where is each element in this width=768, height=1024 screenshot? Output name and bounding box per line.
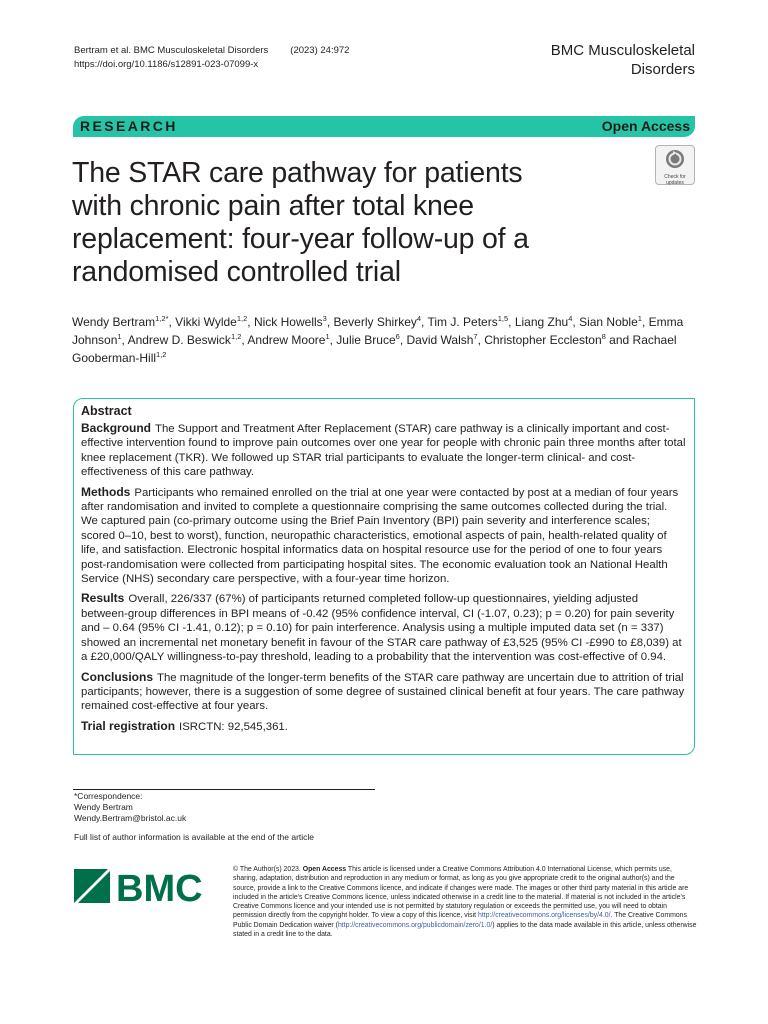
author-affiliation: 7 bbox=[473, 332, 478, 341]
author-list bbox=[72, 313, 702, 367]
author-separator: , bbox=[168, 315, 176, 329]
author-affiliation: 1,2 bbox=[236, 314, 248, 323]
license-open-access: Open Access bbox=[302, 866, 347, 873]
author-separator: , bbox=[399, 333, 407, 347]
section-text: ISRCTN: 92,545,361. bbox=[179, 720, 288, 733]
author-name[interactable] bbox=[247, 333, 329, 347]
abstract-trial-registration bbox=[81, 719, 687, 734]
author-name-text: Nick Howells bbox=[253, 315, 323, 329]
author-affiliation: 1,5 bbox=[497, 314, 509, 323]
author-name[interactable] bbox=[254, 315, 327, 329]
author-info-note: Full list of author information is available at the end of the article bbox=[74, 832, 315, 842]
section-heading: Trial registration bbox=[81, 718, 176, 733]
author-affiliation: 1,2* bbox=[155, 314, 169, 323]
abstract bbox=[81, 403, 687, 739]
author-separator: , bbox=[421, 315, 428, 329]
license-link-cc0[interactable]: http://creativecommons.org/publicdomain/zero/1.0/ bbox=[337, 921, 493, 929]
author-separator: , bbox=[121, 333, 128, 347]
author-name-text: Sian Noble bbox=[579, 315, 638, 329]
author-affiliation: 4 bbox=[568, 314, 573, 323]
check-updates-label bbox=[656, 175, 694, 186]
section-text: The magnitude of the longer-term benefits of the STAR care pathway are uncertain due to attrition of trial participants; however, there is a suggestion of some degree of sustained clinical benefit at four years. The care pathway remained cost-effective at four years. bbox=[81, 671, 685, 713]
license-copyright: © The Author(s) 2023. bbox=[233, 866, 301, 873]
correspondence-name: Wendy Bertram bbox=[74, 802, 133, 812]
open-access-label: Open Access bbox=[601, 118, 690, 134]
citation-volume: (2023) 24:972 bbox=[290, 45, 350, 56]
author-affiliation: 8 bbox=[601, 332, 606, 341]
author-separator: and bbox=[605, 333, 633, 347]
doi-link[interactable]: https://doi.org/10.1186/s12891-023-07099-x bbox=[74, 59, 259, 70]
author-name-text: Emma Johnson bbox=[72, 315, 684, 347]
author-name-text: Tim J. Peters bbox=[427, 315, 498, 329]
author-affiliation: 6 bbox=[395, 332, 400, 341]
author-name[interactable] bbox=[515, 315, 573, 329]
bmc-wordmark: BMC bbox=[116, 868, 203, 905]
author-affiliation: 3 bbox=[322, 314, 327, 323]
author-name[interactable] bbox=[484, 333, 606, 347]
abstract-conclusions bbox=[81, 670, 687, 714]
author-name[interactable] bbox=[72, 315, 169, 329]
section-heading: Conclusions bbox=[81, 669, 154, 684]
abstract-results bbox=[81, 591, 687, 664]
check-updates-icon bbox=[665, 149, 685, 169]
author-affiliation: 1,2 bbox=[156, 350, 167, 359]
section-heading: Methods bbox=[81, 484, 131, 499]
citation-authors: Bertram et al. BMC Musculoskeletal Disorders bbox=[74, 45, 269, 56]
journal-name bbox=[551, 41, 695, 79]
author-separator: , bbox=[572, 315, 580, 329]
license-body: This article is licensed under a Creative Commons Attribution 4.0 International License, which permits use, sharing, adaptation, distribution and reproduction in any medium or format, as long as you give appropriate credit to the original author(s) and the source, provide a link to the Creative Commons licence, and indicate if changes were made. The images or other third party material in this article are included in the article's Creative Commons licence, unless indicated otherwise in a credit line to the material. If material is not included in the article's Creative Commons licence and your intended use is not permitted by statutory regulation or exceeds the permitted use, you will need to obtain permission directly from the copyright holder. To view a copy of this licence, visit bbox=[233, 866, 689, 920]
author-affiliation: 1 bbox=[325, 332, 330, 341]
author-affiliation: 1,2 bbox=[230, 332, 242, 341]
section-heading: Background bbox=[81, 421, 152, 435]
license-text bbox=[233, 865, 697, 939]
author-name[interactable] bbox=[175, 315, 247, 329]
license-body-3: ) applies to the data made available in this article, unless otherwise stated in a credit line to the data. bbox=[233, 921, 697, 939]
author-affiliation: 4 bbox=[416, 314, 422, 323]
author-separator: , bbox=[508, 315, 515, 329]
author-name-text: Vikki Wylde bbox=[175, 315, 237, 329]
author-name[interactable] bbox=[579, 315, 642, 329]
author-name-text: David Walsh bbox=[406, 333, 474, 347]
section-text: Overall, 226/337 (67%) of participants returned completed follow-up questionnaires, yielding adjusted between-group differences in BPI means of -0.42 (95% confidence interval, CI (-1.07, 0.23); p = 0.20) for pain severity and – 0.64 (95% CI -1.41, 0.12); p = 0.10) for pain interference. Analysis using a multiple imputed data set (n = 337) showed an incremental net monetary benefit in favour of the STAR care pathway of £3,525 (95% CI -£990 to £8,039) at a £20,000/QALY willingness-to-pay threshold, leading to a probability that the intervention was cost-effective of 0.94. bbox=[81, 593, 682, 664]
article-title: The STAR care pathway for patients with chronic pain after total knee replacement: four-year follow-up of a randomised controlled trial bbox=[72, 157, 529, 288]
section-heading: Results bbox=[81, 591, 125, 606]
author-name[interactable] bbox=[334, 315, 422, 329]
check-updates-line1: Check for bbox=[664, 174, 686, 180]
correspondence bbox=[74, 791, 186, 824]
section-text: Participants who remained enrolled on the trial at one year were contacted by post at a median of four years after randomisation and invited to complete a questionnaire comprising the same outcomes collected during the trial. We captured pain (co-primary outcome using the Brief Pain Inventory (BPI) pain severity and interference scales; scored 0–10, best to worst), function, neuropathic characteristics, emotional aspects of pain, health-related quality of life, and satisfaction. Electronic hospital informatics data on hospital resource use for the period of one to four years post-randomisation were collected from participating hospital sites. The economic evaluation took an National Health Service (NHS) secondary care perspective, with a four-year time horizon. bbox=[81, 486, 679, 586]
author-affiliation: 1 bbox=[637, 314, 642, 323]
author-name-text: Liang Zhu bbox=[514, 315, 569, 329]
abstract-heading: Abstract bbox=[81, 404, 132, 418]
author-name[interactable] bbox=[428, 315, 509, 329]
author-separator: , bbox=[241, 333, 248, 347]
author-name-text: Wendy Bertram bbox=[72, 315, 156, 329]
footnote-rule bbox=[73, 789, 375, 790]
author-separator: , bbox=[641, 315, 649, 329]
citation-header bbox=[74, 44, 349, 72]
bmc-logo-icon bbox=[74, 867, 214, 905]
journal-name-line1: BMC Musculoskeletal bbox=[550, 42, 695, 59]
author-name-text: Andrew D. Beswick bbox=[127, 333, 231, 347]
author-name-text: Julie Bruce bbox=[336, 333, 396, 347]
author-name[interactable] bbox=[407, 333, 478, 347]
check-for-updates-badge[interactable] bbox=[655, 145, 695, 185]
author-separator: , bbox=[247, 315, 254, 329]
author-affiliation: 1 bbox=[117, 332, 122, 341]
abstract-background bbox=[81, 421, 687, 480]
correspondence-email[interactable]: Wendy.Bertram@bristol.ac.uk bbox=[74, 813, 187, 823]
check-updates-line2: updates bbox=[666, 179, 684, 186]
author-name-text: Christopher Eccleston bbox=[484, 333, 602, 347]
author-name[interactable] bbox=[336, 333, 400, 347]
section-label: RESEARCH bbox=[80, 118, 178, 134]
author-name-text: Beverly Shirkey bbox=[333, 315, 417, 329]
author-name[interactable] bbox=[128, 333, 242, 347]
author-separator: , bbox=[326, 315, 334, 329]
author-separator: , bbox=[477, 333, 485, 347]
correspondence-label: *Correspondence: bbox=[74, 791, 143, 801]
author-name-text: Andrew Moore bbox=[247, 333, 326, 347]
section-text: The Support and Treatment After Replacement (STAR) care pathway is a clinically important and cost-effective intervention found to improve pain outcomes over one year for people with chronic pain three months after total knee replacement (TKR). We followed up STAR trial participants to evaluate the longer-term clinical- and cost-effectiveness of this care pathway. bbox=[81, 423, 686, 479]
journal-name-line2: Disorders bbox=[630, 61, 695, 78]
abstract-methods bbox=[81, 485, 687, 587]
author-name-text: Rachael Gooberman-Hill bbox=[72, 333, 677, 365]
license-link-cc-by[interactable]: http://creativecommons.org/licenses/by/4.0/ bbox=[477, 912, 611, 920]
license-body-2: . The Creative Commons Public Domain Dedication waiver ( bbox=[233, 912, 687, 929]
author-separator: , bbox=[329, 333, 337, 347]
